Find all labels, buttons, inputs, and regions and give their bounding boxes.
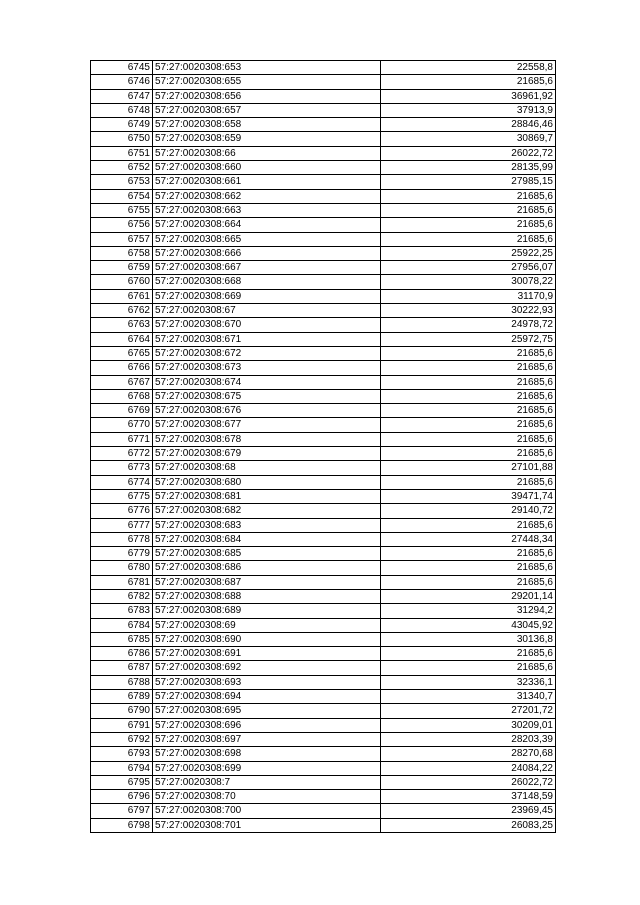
row-number-cell: 6770 <box>91 418 153 432</box>
cadastral-value-cell: 30209,01 <box>381 718 556 732</box>
row-number-cell: 6791 <box>91 718 153 732</box>
cadastral-number-cell: 57:27:0020308:660 <box>153 161 381 175</box>
row-number-cell: 6796 <box>91 790 153 804</box>
row-number-cell: 6797 <box>91 804 153 818</box>
table-row <box>91 432 556 446</box>
row-number-cell: 6778 <box>91 532 153 546</box>
table-row <box>91 804 556 818</box>
row-number-cell: 6784 <box>91 618 153 632</box>
table-row <box>91 146 556 160</box>
row-number-cell: 6757 <box>91 232 153 246</box>
row-number-cell: 6751 <box>91 146 153 160</box>
cadastral-value-cell: 24084,22 <box>381 761 556 775</box>
cadastral-value-cell: 30136,8 <box>381 632 556 646</box>
cadastral-value-cell: 29140,72 <box>381 504 556 518</box>
cadastral-number-cell: 57:27:0020308:673 <box>153 361 381 375</box>
cadastral-number-cell: 57:27:0020308:680 <box>153 475 381 489</box>
cadastral-number-cell: 57:27:0020308:657 <box>153 103 381 117</box>
table-row <box>91 75 556 89</box>
row-number-cell: 6794 <box>91 761 153 775</box>
row-number-cell: 6759 <box>91 261 153 275</box>
cadastral-number-cell: 57:27:0020308:681 <box>153 489 381 503</box>
table-row <box>91 732 556 746</box>
row-number-cell: 6798 <box>91 818 153 832</box>
row-number-cell: 6793 <box>91 747 153 761</box>
table-row <box>91 747 556 761</box>
table-row <box>91 261 556 275</box>
cadastral-number-cell: 57:27:0020308:655 <box>153 75 381 89</box>
cadastral-number-cell: 57:27:0020308:69 <box>153 618 381 632</box>
cadastral-number-cell: 57:27:0020308:668 <box>153 275 381 289</box>
cadastral-value-cell: 27101,88 <box>381 461 556 475</box>
cadastral-value-cell: 21685,6 <box>381 75 556 89</box>
cadastral-number-cell: 57:27:0020308:664 <box>153 218 381 232</box>
cadastral-number-cell: 57:27:0020308:683 <box>153 518 381 532</box>
table-row <box>91 504 556 518</box>
cadastral-number-cell: 57:27:0020308:696 <box>153 718 381 732</box>
row-number-cell: 6786 <box>91 647 153 661</box>
table-row <box>91 489 556 503</box>
row-number-cell: 6753 <box>91 175 153 189</box>
row-number-cell: 6779 <box>91 547 153 561</box>
cadastral-value-cell: 21685,6 <box>381 418 556 432</box>
cadastral-number-cell: 57:27:0020308:688 <box>153 589 381 603</box>
cadastral-number-cell: 57:27:0020308:674 <box>153 375 381 389</box>
cadastral-value-cell: 36961,92 <box>381 89 556 103</box>
cadastral-number-cell: 57:27:0020308:693 <box>153 675 381 689</box>
cadastral-value-cell: 21685,6 <box>381 518 556 532</box>
cadastral-value-cell: 21685,6 <box>381 432 556 446</box>
cadastral-value-cell: 23969,45 <box>381 804 556 818</box>
row-number-cell: 6768 <box>91 389 153 403</box>
cadastral-number-cell: 57:27:0020308:667 <box>153 261 381 275</box>
table-row <box>91 647 556 661</box>
cadastral-number-cell: 57:27:0020308:672 <box>153 346 381 360</box>
cadastral-value-cell: 25972,75 <box>381 332 556 346</box>
cadastral-value-cell: 37913,9 <box>381 103 556 117</box>
row-number-cell: 6762 <box>91 304 153 318</box>
row-number-cell: 6747 <box>91 89 153 103</box>
cadastral-number-cell: 57:27:0020308:679 <box>153 447 381 461</box>
table-row <box>91 518 556 532</box>
row-number-cell: 6746 <box>91 75 153 89</box>
row-number-cell: 6772 <box>91 447 153 461</box>
cadastral-number-cell: 57:27:0020308:70 <box>153 790 381 804</box>
table-row <box>91 232 556 246</box>
row-number-cell: 6761 <box>91 289 153 303</box>
row-number-cell: 6763 <box>91 318 153 332</box>
cadastral-number-cell: 57:27:0020308:675 <box>153 389 381 403</box>
cadastral-number-cell: 57:27:0020308:676 <box>153 404 381 418</box>
cadastral-number-cell: 57:27:0020308:677 <box>153 418 381 432</box>
table-row <box>91 618 556 632</box>
table-row <box>91 589 556 603</box>
table-row <box>91 532 556 546</box>
cadastral-number-cell: 57:27:0020308:7 <box>153 775 381 789</box>
table-body <box>91 61 556 833</box>
cadastral-number-cell: 57:27:0020308:694 <box>153 690 381 704</box>
cadastral-number-cell: 57:27:0020308:686 <box>153 561 381 575</box>
cadastral-number-cell: 57:27:0020308:665 <box>153 232 381 246</box>
cadastral-number-cell: 57:27:0020308:700 <box>153 804 381 818</box>
cadastral-value-cell: 21685,6 <box>381 447 556 461</box>
cadastral-number-cell: 57:27:0020308:685 <box>153 547 381 561</box>
table-row <box>91 103 556 117</box>
cadastral-value-cell: 37148,59 <box>381 790 556 804</box>
table-row <box>91 690 556 704</box>
table-row <box>91 461 556 475</box>
cadastral-number-cell: 57:27:0020308:689 <box>153 604 381 618</box>
cadastral-number-cell: 57:27:0020308:682 <box>153 504 381 518</box>
cadastral-value-cell: 27201,72 <box>381 704 556 718</box>
row-number-cell: 6766 <box>91 361 153 375</box>
cadastral-value-cell: 30869,7 <box>381 132 556 146</box>
cadastral-number-cell: 57:27:0020308:684 <box>153 532 381 546</box>
table-row <box>91 447 556 461</box>
cadastral-value-cell: 21685,6 <box>381 475 556 489</box>
row-number-cell: 6760 <box>91 275 153 289</box>
cadastral-value-cell: 28270,68 <box>381 747 556 761</box>
cadastral-value-cell: 31340,7 <box>381 690 556 704</box>
cadastral-value-cell: 21685,6 <box>381 389 556 403</box>
cadastral-value-cell: 27956,07 <box>381 261 556 275</box>
cadastral-value-cell: 28203,39 <box>381 732 556 746</box>
table-row <box>91 775 556 789</box>
cadastral-value-cell: 39471,74 <box>381 489 556 503</box>
row-number-cell: 6764 <box>91 332 153 346</box>
row-number-cell: 6775 <box>91 489 153 503</box>
cadastral-value-cell: 27985,15 <box>381 175 556 189</box>
row-number-cell: 6745 <box>91 61 153 75</box>
table-row <box>91 704 556 718</box>
cadastral-number-cell: 57:27:0020308:67 <box>153 304 381 318</box>
cadastral-number-cell: 57:27:0020308:690 <box>153 632 381 646</box>
cadastral-value-cell: 28135,99 <box>381 161 556 175</box>
cadastral-number-cell: 57:27:0020308:666 <box>153 246 381 260</box>
table-row <box>91 89 556 103</box>
table-row <box>91 675 556 689</box>
table-row <box>91 346 556 360</box>
row-number-cell: 6748 <box>91 103 153 117</box>
cadastral-number-cell: 57:27:0020308:656 <box>153 89 381 103</box>
cadastral-number-cell: 57:27:0020308:662 <box>153 189 381 203</box>
table-row <box>91 561 556 575</box>
table-row <box>91 375 556 389</box>
cadastral-value-cell: 25922,25 <box>381 246 556 260</box>
cadastral-number-cell: 57:27:0020308:663 <box>153 203 381 217</box>
row-number-cell: 6773 <box>91 461 153 475</box>
table-row <box>91 189 556 203</box>
table-row <box>91 575 556 589</box>
row-number-cell: 6776 <box>91 504 153 518</box>
cadastral-value-cell: 43045,92 <box>381 618 556 632</box>
row-number-cell: 6781 <box>91 575 153 589</box>
cadastral-number-cell: 57:27:0020308:691 <box>153 647 381 661</box>
cadastral-value-cell: 29201,14 <box>381 589 556 603</box>
cadastral-value-cell: 24978,72 <box>381 318 556 332</box>
cadastral-value-cell: 21685,6 <box>381 346 556 360</box>
table-row <box>91 61 556 75</box>
cadastral-number-cell: 57:27:0020308:66 <box>153 146 381 160</box>
table-row <box>91 418 556 432</box>
table-row <box>91 246 556 260</box>
cadastral-value-cell: 26022,72 <box>381 146 556 160</box>
cadastral-value-cell: 32336,1 <box>381 675 556 689</box>
row-number-cell: 6769 <box>91 404 153 418</box>
cadastral-value-cell: 26083,25 <box>381 818 556 832</box>
table-row <box>91 361 556 375</box>
cadastral-value-cell: 31294,2 <box>381 604 556 618</box>
table-row <box>91 761 556 775</box>
row-number-cell: 6755 <box>91 203 153 217</box>
cadastral-value-cell: 21685,6 <box>381 189 556 203</box>
row-number-cell: 6788 <box>91 675 153 689</box>
table-row <box>91 289 556 303</box>
row-number-cell: 6756 <box>91 218 153 232</box>
table-row <box>91 404 556 418</box>
cadastral-value-cell: 21685,6 <box>381 203 556 217</box>
cadastral-value-cell: 21685,6 <box>381 575 556 589</box>
cadastral-number-cell: 57:27:0020308:671 <box>153 332 381 346</box>
cadastral-number-cell: 57:27:0020308:698 <box>153 747 381 761</box>
row-number-cell: 6750 <box>91 132 153 146</box>
cadastral-number-cell: 57:27:0020308:658 <box>153 118 381 132</box>
table-row <box>91 118 556 132</box>
table-row <box>91 218 556 232</box>
cadastral-value-cell: 21685,6 <box>381 361 556 375</box>
row-number-cell: 6792 <box>91 732 153 746</box>
row-number-cell: 6765 <box>91 346 153 360</box>
cadastral-number-cell: 57:27:0020308:687 <box>153 575 381 589</box>
cadastral-value-cell: 21685,6 <box>381 375 556 389</box>
row-number-cell: 6780 <box>91 561 153 575</box>
table-row <box>91 275 556 289</box>
cadastral-number-cell: 57:27:0020308:697 <box>153 732 381 746</box>
table-row <box>91 304 556 318</box>
cadastral-value-cell: 21685,6 <box>381 218 556 232</box>
table-row <box>91 661 556 675</box>
row-number-cell: 6767 <box>91 375 153 389</box>
table-row <box>91 318 556 332</box>
cadastral-value-table <box>90 60 556 833</box>
cadastral-value-cell: 21685,6 <box>381 232 556 246</box>
cadastral-value-cell: 21685,6 <box>381 561 556 575</box>
row-number-cell: 6774 <box>91 475 153 489</box>
cadastral-value-cell: 28846,46 <box>381 118 556 132</box>
cadastral-number-cell: 57:27:0020308:678 <box>153 432 381 446</box>
row-number-cell: 6758 <box>91 246 153 260</box>
row-number-cell: 6783 <box>91 604 153 618</box>
row-number-cell: 6789 <box>91 690 153 704</box>
cadastral-value-cell: 26022,72 <box>381 775 556 789</box>
cadastral-value-cell: 31170,9 <box>381 289 556 303</box>
table-row <box>91 203 556 217</box>
cadastral-number-cell: 57:27:0020308:661 <box>153 175 381 189</box>
table-row <box>91 790 556 804</box>
cadastral-number-cell: 57:27:0020308:653 <box>153 61 381 75</box>
cadastral-number-cell: 57:27:0020308:699 <box>153 761 381 775</box>
cadastral-value-cell: 21685,6 <box>381 661 556 675</box>
cadastral-value-cell: 30078,22 <box>381 275 556 289</box>
table-row <box>91 389 556 403</box>
cadastral-value-cell: 21685,6 <box>381 404 556 418</box>
row-number-cell: 6752 <box>91 161 153 175</box>
table-row <box>91 332 556 346</box>
row-number-cell: 6785 <box>91 632 153 646</box>
table-row <box>91 175 556 189</box>
table-row <box>91 132 556 146</box>
cadastral-value-cell: 27448,34 <box>381 532 556 546</box>
cadastral-number-cell: 57:27:0020308:670 <box>153 318 381 332</box>
row-number-cell: 6782 <box>91 589 153 603</box>
cadastral-value-cell: 22558,8 <box>381 61 556 75</box>
cadastral-number-cell: 57:27:0020308:669 <box>153 289 381 303</box>
table-row <box>91 604 556 618</box>
cadastral-number-cell: 57:27:0020308:68 <box>153 461 381 475</box>
table-row <box>91 475 556 489</box>
cadastral-number-cell: 57:27:0020308:695 <box>153 704 381 718</box>
row-number-cell: 6749 <box>91 118 153 132</box>
table-row <box>91 632 556 646</box>
table-row <box>91 547 556 561</box>
row-number-cell: 6754 <box>91 189 153 203</box>
row-number-cell: 6795 <box>91 775 153 789</box>
table-row <box>91 718 556 732</box>
cadastral-number-cell: 57:27:0020308:659 <box>153 132 381 146</box>
cadastral-number-cell: 57:27:0020308:692 <box>153 661 381 675</box>
cadastral-value-cell: 21685,6 <box>381 547 556 561</box>
cadastral-value-cell: 21685,6 <box>381 647 556 661</box>
table-row <box>91 818 556 832</box>
cadastral-number-cell: 57:27:0020308:701 <box>153 818 381 832</box>
table-row <box>91 161 556 175</box>
row-number-cell: 6771 <box>91 432 153 446</box>
row-number-cell: 6777 <box>91 518 153 532</box>
row-number-cell: 6790 <box>91 704 153 718</box>
row-number-cell: 6787 <box>91 661 153 675</box>
cadastral-value-cell: 30222,93 <box>381 304 556 318</box>
